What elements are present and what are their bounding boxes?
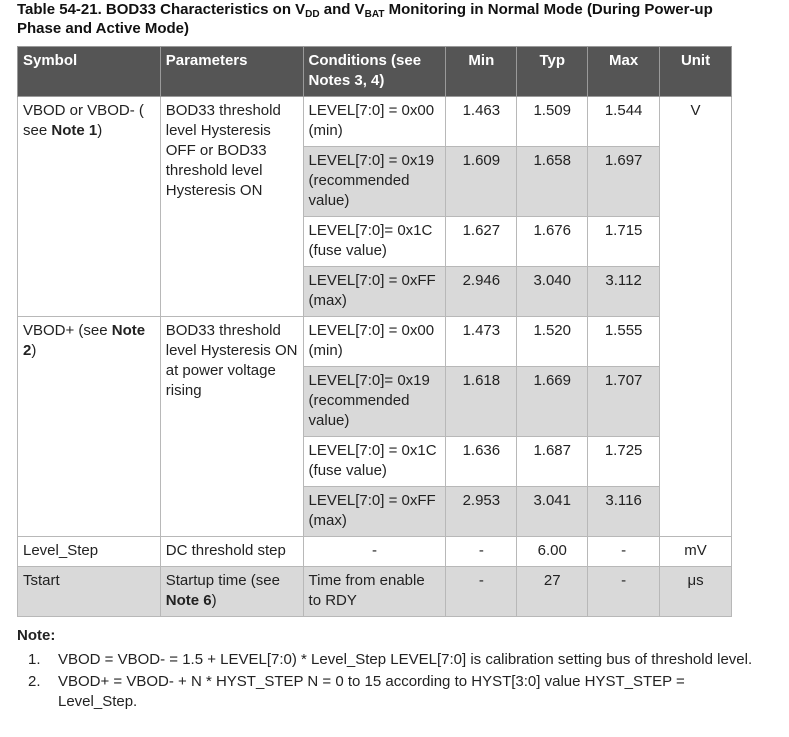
header-parameters: Parameters [160,47,303,97]
notes-title: Note: [17,627,56,644]
min-cell: 1.627 [446,217,517,267]
max-cell: 1.715 [588,217,660,267]
note-ref: Note 2 [23,322,146,359]
typ-cell: 1.509 [517,97,588,147]
table-row [18,567,732,617]
max-cell: - [588,567,660,617]
typ-cell: 1.520 [517,317,588,367]
condition-cell: - [303,537,446,567]
max-cell: 1.697 [588,147,660,217]
header-max: Max [588,47,660,97]
max-cell: 1.725 [588,437,660,487]
max-cell: 3.116 [588,487,660,537]
typ-cell: 1.658 [517,147,588,217]
typ-cell: 1.687 [517,437,588,487]
typ-cell: 1.676 [517,217,588,267]
condition-cell: LEVEL[7:0]= 0x19 (recommended value) [303,367,446,437]
unit-cell: V [660,97,732,537]
condition-cell: LEVEL[7:0] = 0xFF (max) [303,267,446,317]
note-item [17,650,757,670]
min-cell: 1.618 [446,367,517,437]
condition-cell: LEVEL[7:0] = 0x00 (min) [303,317,446,367]
min-cell: 1.609 [446,147,517,217]
min-cell: - [446,537,517,567]
min-cell: 2.946 [446,267,517,317]
min-cell: 1.636 [446,437,517,487]
header-symbol: Symbol [18,47,161,97]
header-unit: Unit [660,47,732,97]
min-cell: - [446,567,517,617]
max-cell: 1.544 [588,97,660,147]
condition-cell: Time from enable to RDY [303,567,446,617]
symbol-cell: VBOD+ (see Note 2) [18,317,161,537]
note-number: 2. [28,673,41,690]
table-row [18,537,732,567]
max-cell: 1.555 [588,317,660,367]
header-conditions: Conditions (see Notes 3, 4) [303,47,446,97]
note-number: 1. [28,651,41,668]
header-min: Min [446,47,517,97]
typ-cell: 3.040 [517,267,588,317]
condition-cell: LEVEL[7:0] = 0x1C (fuse value) [303,437,446,487]
note-text: VBOD+ = VBOD- + N * HYST_STEP N = 0 to 15 according to HYST[3:0] value HYST_STEP = Level_Step. [58,673,685,710]
typ-cell: 27 [517,567,588,617]
min-cell: 2.953 [446,487,517,537]
note-text: VBOD = VBOD- = 1.5 + LEVEL[7:0) * Level_Step LEVEL[7:0] is calibration setting bus of threshold level. [58,651,753,668]
unit-cell: μs [660,567,732,617]
parameter-cell: DC threshold step [160,537,303,567]
parameter-cell: BOD33 threshold level Hysteresis OFF or BOD33 threshold level Hysteresis ON [160,97,303,317]
typ-cell: 3.041 [517,487,588,537]
table-row [18,97,732,147]
typ-cell: 1.669 [517,367,588,437]
condition-cell: LEVEL[7:0] = 0x00 (min) [303,97,446,147]
header-typ: Typ [517,47,588,97]
symbol-cell: Tstart [18,567,161,617]
note-ref: Note 1 [51,122,98,139]
max-cell: - [588,537,660,567]
max-cell: 3.112 [588,267,660,317]
condition-cell: LEVEL[7:0]= 0x1C (fuse value) [303,217,446,267]
max-cell: 1.707 [588,367,660,437]
min-cell: 1.473 [446,317,517,367]
condition-cell: LEVEL[7:0] = 0x19 (recommended value) [303,147,446,217]
unit-cell: mV [660,537,732,567]
notes-section [17,626,757,714]
symbol-cell: Level_Step [18,537,161,567]
header-row [18,47,732,97]
bod33-characteristics-table [17,46,732,617]
condition-cell: LEVEL[7:0] = 0xFF (max) [303,487,446,537]
parameter-cell: Startup time (see Note 6) [160,567,303,617]
symbol-cell: VBOD or VBOD- ( see Note 1) [18,97,161,317]
note-ref: Note 6 [165,592,212,609]
note-item [17,672,757,712]
typ-cell: 6.00 [517,537,588,567]
min-cell: 1.463 [446,97,517,147]
parameter-cell: BOD33 threshold level Hysteresis ON at power voltage rising [160,317,303,537]
table-row [18,317,732,367]
table-caption: Table 54-21. BOD33 Characteristics on $V_{DD}$ and $V_{BAT}$ Monitoring in Normal Mode (During Power-up Phase and Active Mode) [17,1,713,37]
